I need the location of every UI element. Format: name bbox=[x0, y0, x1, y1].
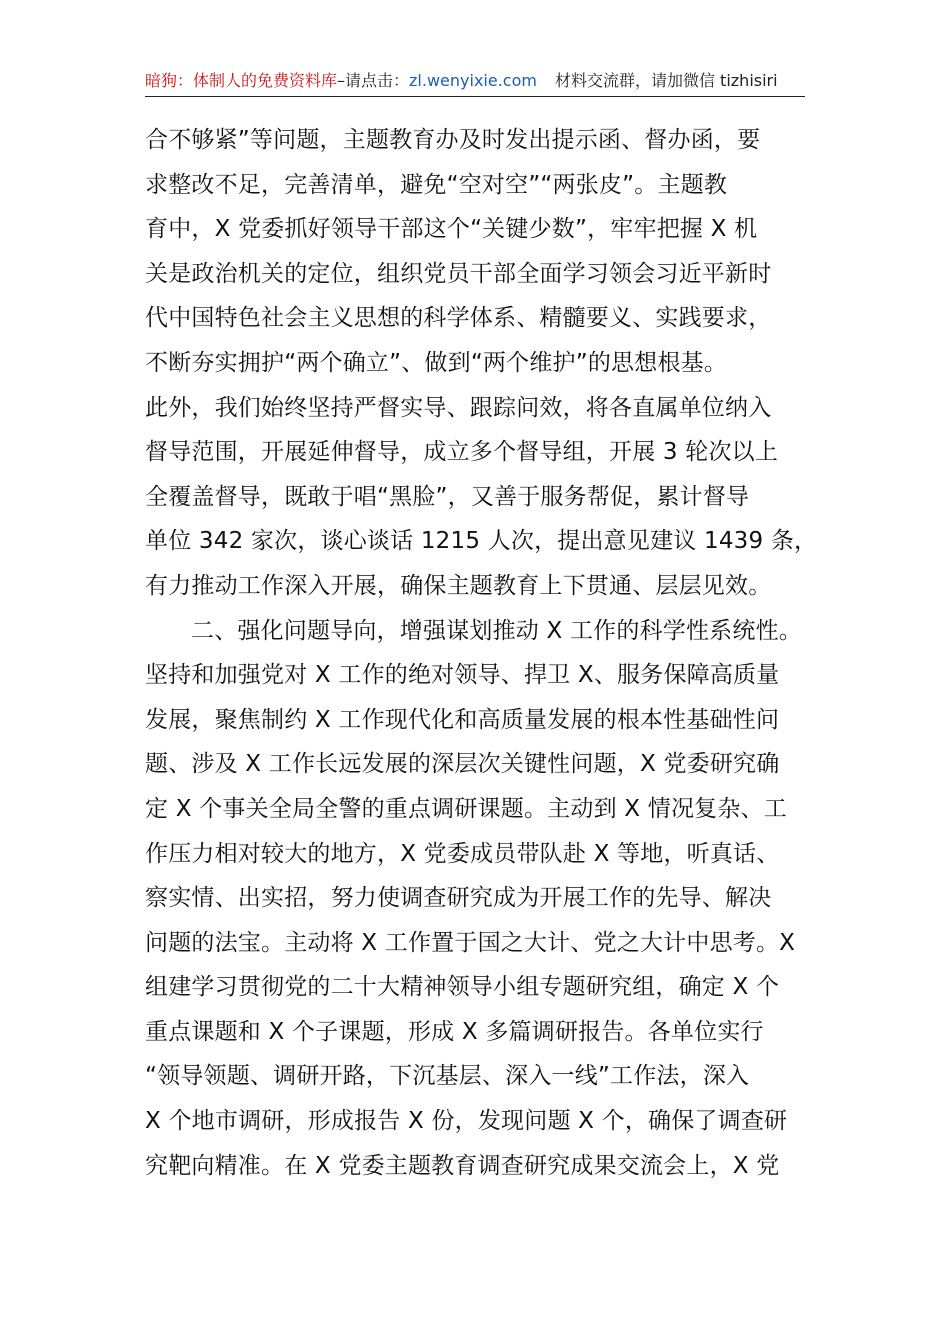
text-line: 育中，X 党委抓好领导干部这个“关键少数”，牢牢把握 X 机 bbox=[145, 216, 758, 243]
text-line: 全覆盖督导，既敢于唱“黑脸”，又善于服务帮促，累计督导 bbox=[145, 483, 750, 510]
text-line: 此外，我们始终坚持严督实导、跟踪问效，将各直属单位纳入 bbox=[145, 394, 772, 421]
text-line: 求整改不足，完善清单，避免“空对空”“两张皮”。主题教 bbox=[145, 171, 728, 198]
document-body bbox=[145, 118, 818, 1188]
text-line: 究靶向精准。在 X 党委主题教育调查研究成果交流会上，X 党 bbox=[145, 1152, 780, 1179]
text-line: 代中国特色社会主义思想的科学体系、精髓要义、实践要求， bbox=[145, 305, 772, 332]
text-line: 发展，聚焦制约 X 工作现代化和高质量发展的根本性基础性问 bbox=[145, 706, 780, 733]
header-brand: 暗狗：体制人的免费资料库 bbox=[145, 71, 338, 90]
text-line: 问题的法宝。主动将 X 工作置于国之大计、党之大计中思考。X bbox=[145, 929, 796, 956]
header-prompt: –请点击： bbox=[337, 71, 410, 90]
text-line: 不断夯实拥护“两个确立”、做到“两个维护”的思想根基。 bbox=[145, 349, 728, 376]
section-heading-line: 二、强化问题导向，增强谋划推动 X 工作的科学性系统性。 bbox=[191, 617, 802, 644]
text-line: 察实情、出实招，努力使调查研究成为开展工作的先导、解决 bbox=[145, 885, 772, 912]
text-line: X 个地市调研，形成报告 X 份，发现问题 X 个，确保了调查研 bbox=[145, 1108, 788, 1135]
page-header bbox=[145, 66, 805, 97]
text-line: 单位 342 家次，谈心谈话 1215 人次，提出意见建议 1439 条， bbox=[145, 528, 818, 555]
text-line: 作压力相对较大的地方，X 党委成员带队赴 X 等地，听真话、 bbox=[145, 840, 780, 867]
text-line: 坚持和加强党对 X 工作的绝对领导、捍卫 X、服务保障高质量 bbox=[145, 662, 780, 689]
text-line: 组建学习贯彻党的二十大精神领导小组专题研究组，确定 X 个 bbox=[145, 974, 780, 1001]
text-line: 定 X 个事关全局全警的重点调研课题。主动到 X 情况复杂、工 bbox=[145, 795, 787, 822]
text-line: 关是政治机关的定位，组织党员干部全面学习领会习近平新时 bbox=[145, 260, 772, 287]
text-line: 督导范围，开展延伸督导，成立多个督导组，开展 3 轮次以上 bbox=[145, 439, 779, 466]
header-group-note: 材料交流群，请加微信 tizhisiri bbox=[554, 71, 778, 90]
text-line: 重点课题和 X 个子课题，形成 X 多篇调研报告。各单位实行 bbox=[145, 1018, 764, 1045]
text-line: 有力推动工作深入开展，确保主题教育上下贯通、层层见效。 bbox=[145, 572, 772, 599]
text-line: 合不够紧”等问题，主题教育办及时发出提示函、督办函，要 bbox=[145, 127, 761, 153]
text-line: “领导领题、调研开路，下沉基层、深入一线”工作法，深入 bbox=[145, 1063, 750, 1090]
header-link[interactable]: zl.wenyixie.com bbox=[409, 71, 537, 90]
text-line: 题、涉及 X 工作长远发展的深层次关键性问题，X 党委研究确 bbox=[145, 751, 780, 778]
